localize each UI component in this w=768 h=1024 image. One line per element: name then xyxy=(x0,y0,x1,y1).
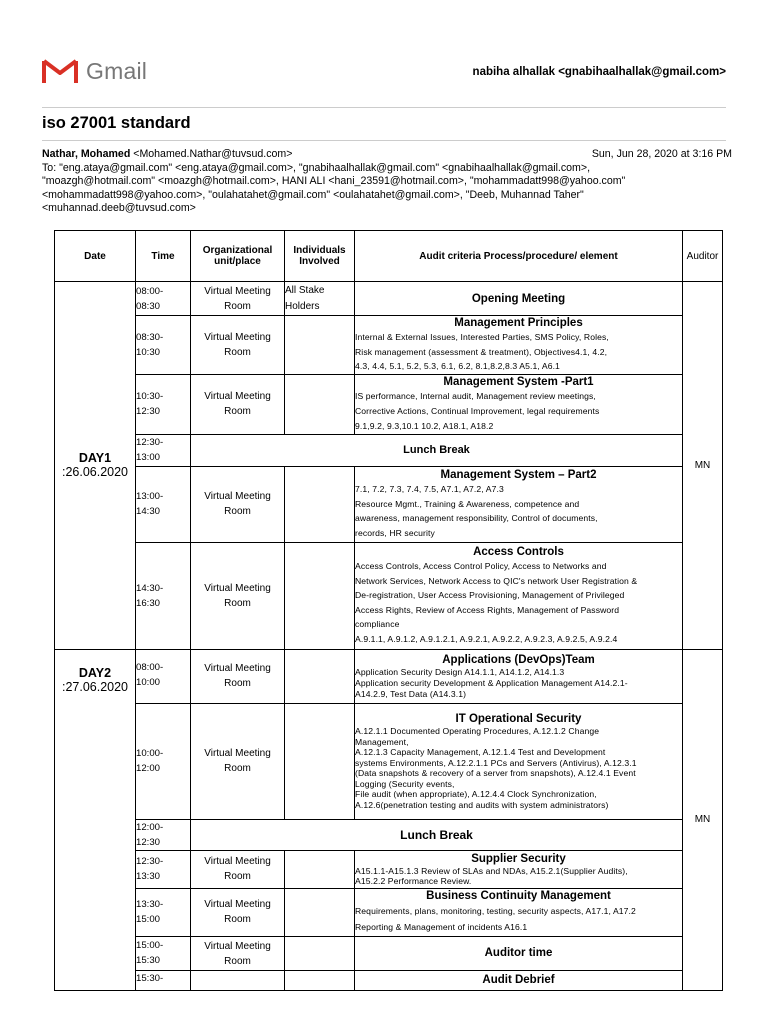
sender-email: <Mohamed.Nathar@tuvsud.com> xyxy=(133,148,293,160)
place-cell: Virtual Meeting Room xyxy=(191,374,285,434)
criteria-cell: Business Continuity Management Requirements, plans, monitoring, testing, security aspects, A17.1, A17.2 Reporting & Management of incidents A16.1 xyxy=(355,888,683,936)
day2-date: :27.06.2020 xyxy=(61,679,129,694)
table-row xyxy=(55,374,723,434)
recipients-line: <muhannad.deeb@tuvsud.com> xyxy=(42,202,196,214)
time-cell: 08:00- 10:00 xyxy=(136,649,191,703)
header-org: Organizational unit/place xyxy=(191,231,285,282)
time-cell: 10:30- 12:30 xyxy=(136,374,191,434)
gmail-logo xyxy=(42,57,147,85)
header-date: Date xyxy=(55,231,136,282)
subject-divider xyxy=(42,140,726,141)
header-criteria: Audit criteria Process/procedure/ element xyxy=(355,231,683,282)
time-cell: 08:00- 08:30 xyxy=(136,282,191,316)
criteria-cell: Applications (DevOps)Team Application Security Design A14.1.1, A14.1.2, A14.1.3 Application security Development & Application Management A14.2.1- A14.2.9, Test Data (A14.3.1) xyxy=(355,649,683,703)
recipients-line: "moazgh@hotmail.com" <moazgh@hotmail.com>, HANI ALI <hani_23591@hotmail.com>, "mohammadatt998@yahoo.com" xyxy=(42,175,626,187)
individuals-cell xyxy=(285,703,355,819)
time-cell: 10:00- 12:00 xyxy=(136,703,191,819)
recipients-line: To: "eng.ataya@gmail.com" <eng.ataya@gmail.com>, "gnabihaalhallak@gmail.com" <gnabihaalhallak@gmail.com>, xyxy=(42,161,591,174)
place-cell: Virtual Meeting Room xyxy=(191,936,285,970)
table-row xyxy=(55,936,723,970)
criteria-cell: Audit Debrief xyxy=(355,970,683,990)
day1-auditor: MN xyxy=(683,282,723,650)
place-cell: Virtual Meeting Room xyxy=(191,850,285,888)
place-cell: Virtual Meeting Room xyxy=(191,542,285,649)
table-row xyxy=(55,316,723,375)
header-auditor: Auditor xyxy=(683,231,723,282)
individuals-cell xyxy=(285,850,355,888)
time-cell: 12:30- 13:00 xyxy=(136,434,191,466)
time-cell: 14:30- 16:30 xyxy=(136,542,191,649)
criteria-cell: Management Principles Internal & External Issues, Interested Parties, SMS Policy, Roles, Risk management (assessment & treatment), Objectives4.1, 4.2, 4.3, 4.4, 5.1, 5.2, 5.3, 6.1, 6.2, 8.1,8.2,8.3 A5.1, A6.1 xyxy=(355,316,683,375)
header-divider xyxy=(42,107,726,108)
table-row xyxy=(55,703,723,819)
account-name: nabiha alhallak <gnabihaalhallak@gmail.com> xyxy=(472,66,726,78)
table-row xyxy=(55,434,723,466)
individuals-cell xyxy=(285,936,355,970)
header-time: Time xyxy=(136,231,191,282)
individuals-cell xyxy=(285,374,355,434)
day2-auditor: MN xyxy=(683,649,723,990)
table-row xyxy=(55,819,723,850)
recipients xyxy=(42,162,702,216)
individuals-cell xyxy=(285,466,355,542)
place-cell: Virtual Meeting Room xyxy=(191,888,285,936)
time-cell: 12:00- 12:30 xyxy=(136,819,191,850)
day2-name: DAY2 xyxy=(78,665,112,680)
table-row xyxy=(55,970,723,990)
criteria-cell: Opening Meeting xyxy=(355,282,683,316)
day1-cell xyxy=(55,282,136,650)
recipients-line: <mohammadatt998@yahoo.com>, "oulahatahet@gmail.com" <oulahatahet@gmail.com>, "Deeb, Muhannad Taher" xyxy=(42,188,584,201)
place-cell: Virtual Meeting Room xyxy=(191,466,285,542)
gmail-brand-text: Gmail xyxy=(86,57,148,84)
table-row xyxy=(55,542,723,649)
individuals-cell xyxy=(285,888,355,936)
table-row xyxy=(55,888,723,936)
table-header-row xyxy=(55,231,723,282)
lunch-break-cell: Lunch Break xyxy=(191,819,683,850)
criteria-cell: Supplier Security A15.1.1-A15.1.3 Review of SLAs and NDAs, A15.2.1(Supplier Audits), A15.2.2 Performance Review. xyxy=(355,850,683,888)
individuals-cell xyxy=(285,649,355,703)
place-cell: Virtual Meeting Room xyxy=(191,649,285,703)
header-individuals: Individuals Involved xyxy=(285,231,355,282)
time-cell: 15:00- 15:30 xyxy=(136,936,191,970)
time-cell: 12:30- 13:30 xyxy=(136,850,191,888)
individuals-cell xyxy=(285,542,355,649)
place-cell xyxy=(191,970,285,990)
individuals-cell: All Stake Holders xyxy=(285,282,355,316)
place-cell: Virtual Meeting Room xyxy=(191,282,285,316)
time-cell: 08:30- 10:30 xyxy=(136,316,191,375)
table-row xyxy=(55,649,723,703)
audit-schedule-table xyxy=(54,230,723,991)
gmail-m-icon xyxy=(42,57,78,85)
email-subject: iso 27001 standard xyxy=(42,114,191,132)
place-cell: Virtual Meeting Room xyxy=(191,703,285,819)
criteria-cell: Access Controls Access Controls, Access Control Policy, Access to Networks and Network Services, Network Access to QIC's network User Registration & De-registration, User Access Provisioning, Management of Privileged Access Rights, Review of Access Rights, Management of Password compliance A.9.1.1, A.9.1.2, A.9.1.2.1, A.9.2.1, A.9.2.2, A.9.2.3, A.9.2.5, A.9.2.4 xyxy=(355,542,683,649)
gmail-header xyxy=(42,52,726,92)
email-date: Sun, Jun 28, 2020 at 3:16 PM xyxy=(591,148,732,160)
criteria-cell: Management System -Part1 IS performance, Internal audit, Management review meetings, Corrective Actions, Continual Improvement, legal requirements 9.1,9.2, 9.3,10.1 10.2, A18.1, A18.2 xyxy=(355,374,683,434)
day2-cell xyxy=(55,649,136,990)
table-row xyxy=(55,466,723,542)
time-cell: 15:30- xyxy=(136,970,191,990)
individuals-cell xyxy=(285,970,355,990)
individuals-cell xyxy=(285,316,355,375)
criteria-cell: IT Operational Security A.12.1.1 Documented Operating Procedures, A.12.1.2 Change Management, A.12.1.3 Capacity Management, A.12.1.4 Test and Development systems Environments, A.12.2.1.1 PCs and Servers (Antivirus), A.12.3.1 (Data snapshots & recovery of a server from snapshots), A.12.4.1 Event Logging (Security events, File audit (when appropriate), A.12.4.4 Clock Synchronization, A.12.6(penetration testing and audits with system administrators) xyxy=(355,703,683,819)
criteria-cell: Management System – Part2 7.1, 7.2, 7.3, 7.4, 7.5, A7.1, A7.2, A7.3 Resource Mgmt., Training & Awareness, competence and awareness, management responsibility, Control of documents, records, HR security xyxy=(355,466,683,542)
table-row xyxy=(55,282,723,316)
place-cell: Virtual Meeting Room xyxy=(191,316,285,375)
email-meta xyxy=(42,148,732,216)
lunch-break-cell: Lunch Break xyxy=(191,434,683,466)
day1-date: :26.06.2020 xyxy=(61,465,129,480)
time-cell: 13:00- 14:30 xyxy=(136,466,191,542)
time-cell: 13:30- 15:00 xyxy=(136,888,191,936)
day1-name: DAY1 xyxy=(78,451,112,466)
criteria-cell: Auditor time xyxy=(355,936,683,970)
table-row xyxy=(55,850,723,888)
sender-name: Nathar, Mohamed xyxy=(42,148,131,160)
